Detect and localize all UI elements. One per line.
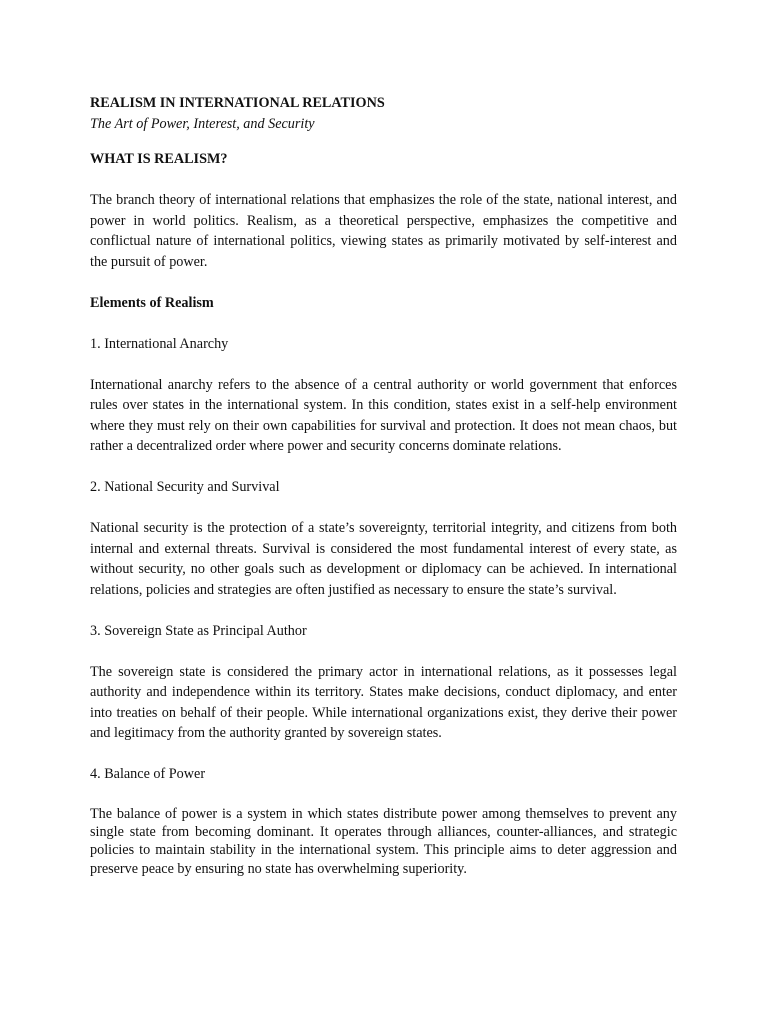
document-subtitle: The Art of Power, Interest, and Security (90, 115, 315, 132)
section-heading: WHAT IS REALISM? (90, 151, 228, 167)
element-heading-security: 2. National Security and Survival (90, 479, 280, 495)
document-title: REALISM IN INTERNATIONAL RELATIONS (90, 95, 385, 111)
element-body-balance-of-power: The balance of power is a system in which states distribute power among themselves to prevent any single state from becoming dominant. It operates through alliances, counter-alliances, and strategic policies to maintain stability in the international system. This principle aims to deter aggression and preserve peace by ensuring no state has overwhelming superiority. (90, 806, 677, 877)
element-body-anarchy: International anarchy refers to the absence of a central authority or world government that enforces rules over states in the international system. In this condition, states exist in a self-help environment where they must rely on their own capabilities for survival and protection. It does not mean chaos, but rather a decentralized order where power and security concerns dominate relations. (90, 376, 677, 454)
element-body-sovereign-state: The sovereign state is considered the primary actor in international relations, as it possesses legal authority and independence within its territory. States make decisions, conduct diplomacy, and enter into treaties on behalf of their people. While international organizations exist, they derive their power and legitimacy from the authority granted by sovereign states. (90, 663, 677, 741)
element-heading-anarchy: 1. International Anarchy (90, 335, 229, 352)
element-heading-sovereign-state: 3. Sovereign State as Principal Author (90, 622, 307, 639)
intro-paragraph: The branch theory of international relations that emphasizes the role of the state, national interest, and power in world politics. Realism, as a theoretical perspective, emphasizes the competitive and conflictual nature of international politics, viewing states as primarily motivated by self-interest and the pursuit of power. (90, 192, 677, 270)
element-body-security: National security is the protection of a state’s sovereignty, territorial integrity, and citizens from both internal and external threats. Survival is considered the most fundamental interest of every state, as without security, no other goals such as development or diplomacy can be achieved. In international relations, policies and strategies are often justified as necessary to ensure the state’s survival. (90, 520, 677, 598)
document-content (90, 93, 677, 878)
element-heading-balance-of-power: 4. Balance of Power (90, 766, 206, 782)
elements-heading: Elements of Realism (90, 294, 214, 311)
